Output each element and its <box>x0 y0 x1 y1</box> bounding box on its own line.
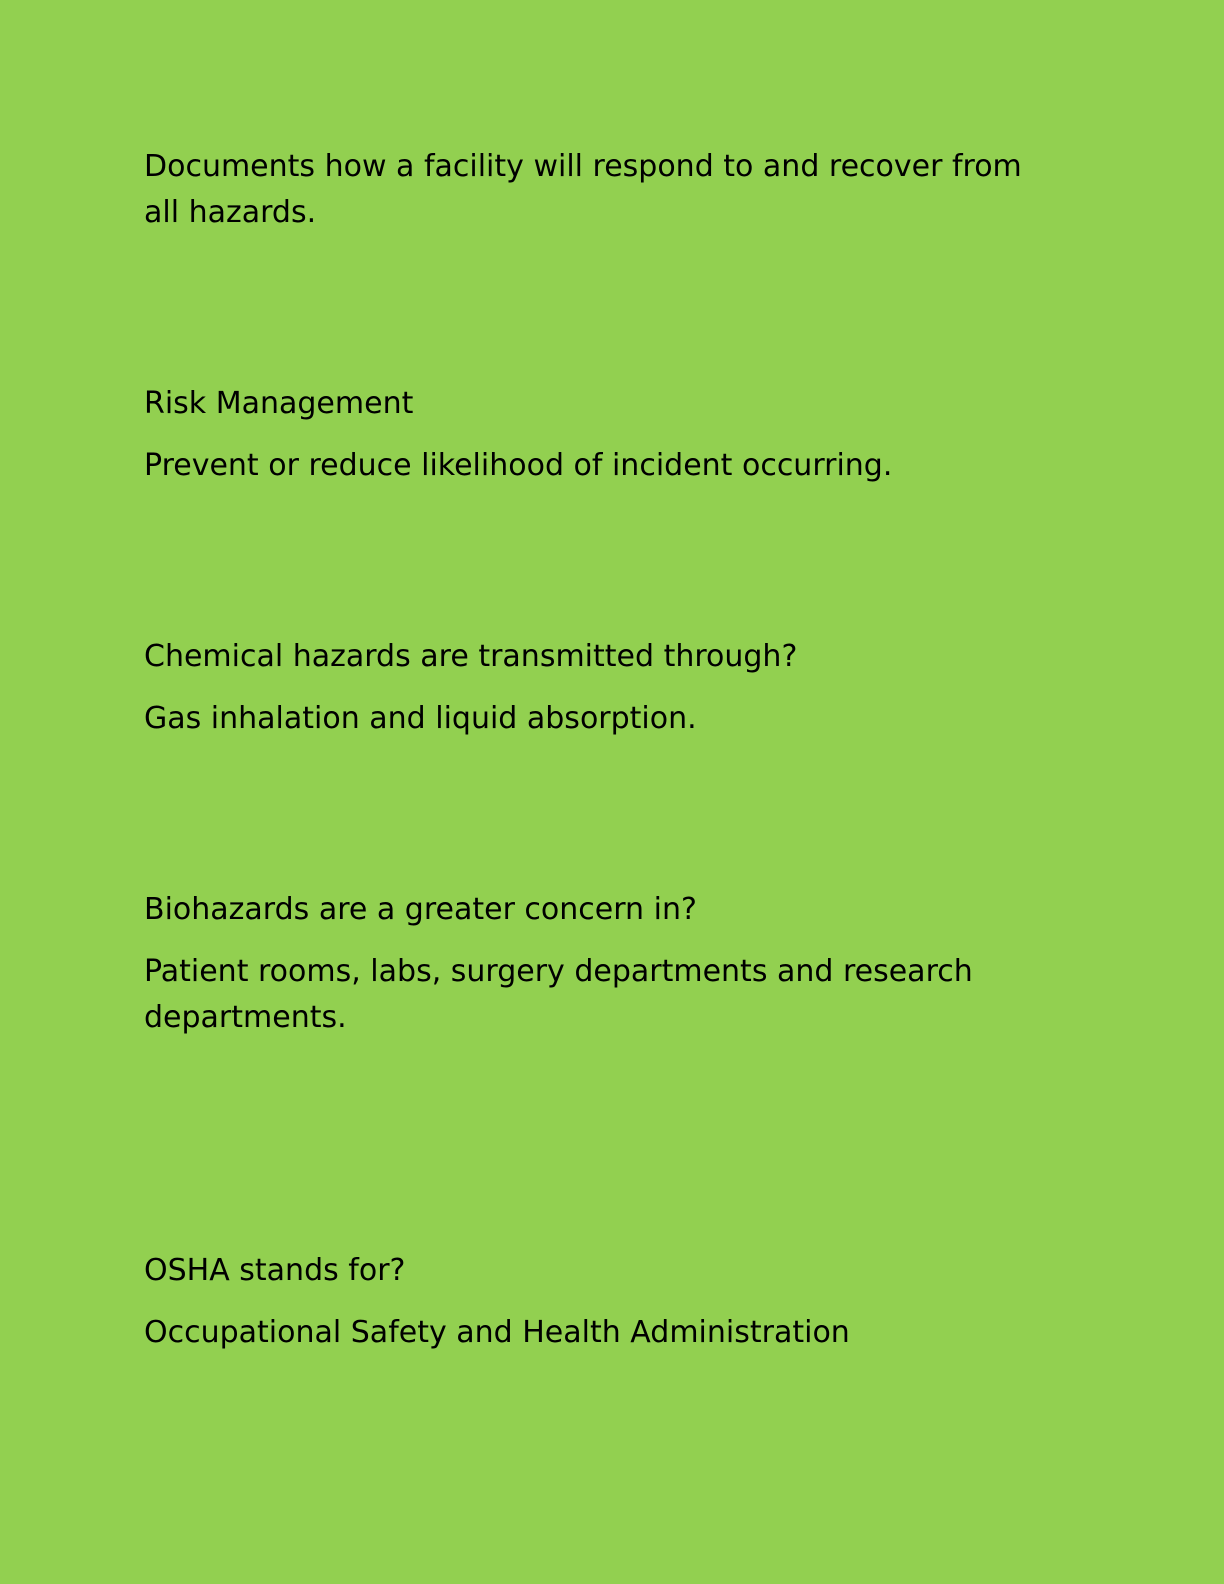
card-2-term: Risk Management <box>144 386 414 421</box>
card-5-definition: Occupational Safety and Health Administration <box>144 1315 850 1350</box>
card-2-definition: Prevent or reduce likelihood of incident occurring. <box>144 448 893 483</box>
card-3-term: Chemical hazards are transmitted through? <box>144 639 798 674</box>
card-3-definition: Gas inhalation and liquid absorption. <box>144 701 697 736</box>
card-4-term: Biohazards are a greater concern in? <box>144 892 697 927</box>
card-4-definition: Patient rooms, labs, surgery departments and research departments. <box>144 954 973 1035</box>
card-1-definition: Documents how a facility will respond to and recover from all hazards. <box>144 149 1022 230</box>
card-5-term: OSHA stands for? <box>144 1253 406 1288</box>
